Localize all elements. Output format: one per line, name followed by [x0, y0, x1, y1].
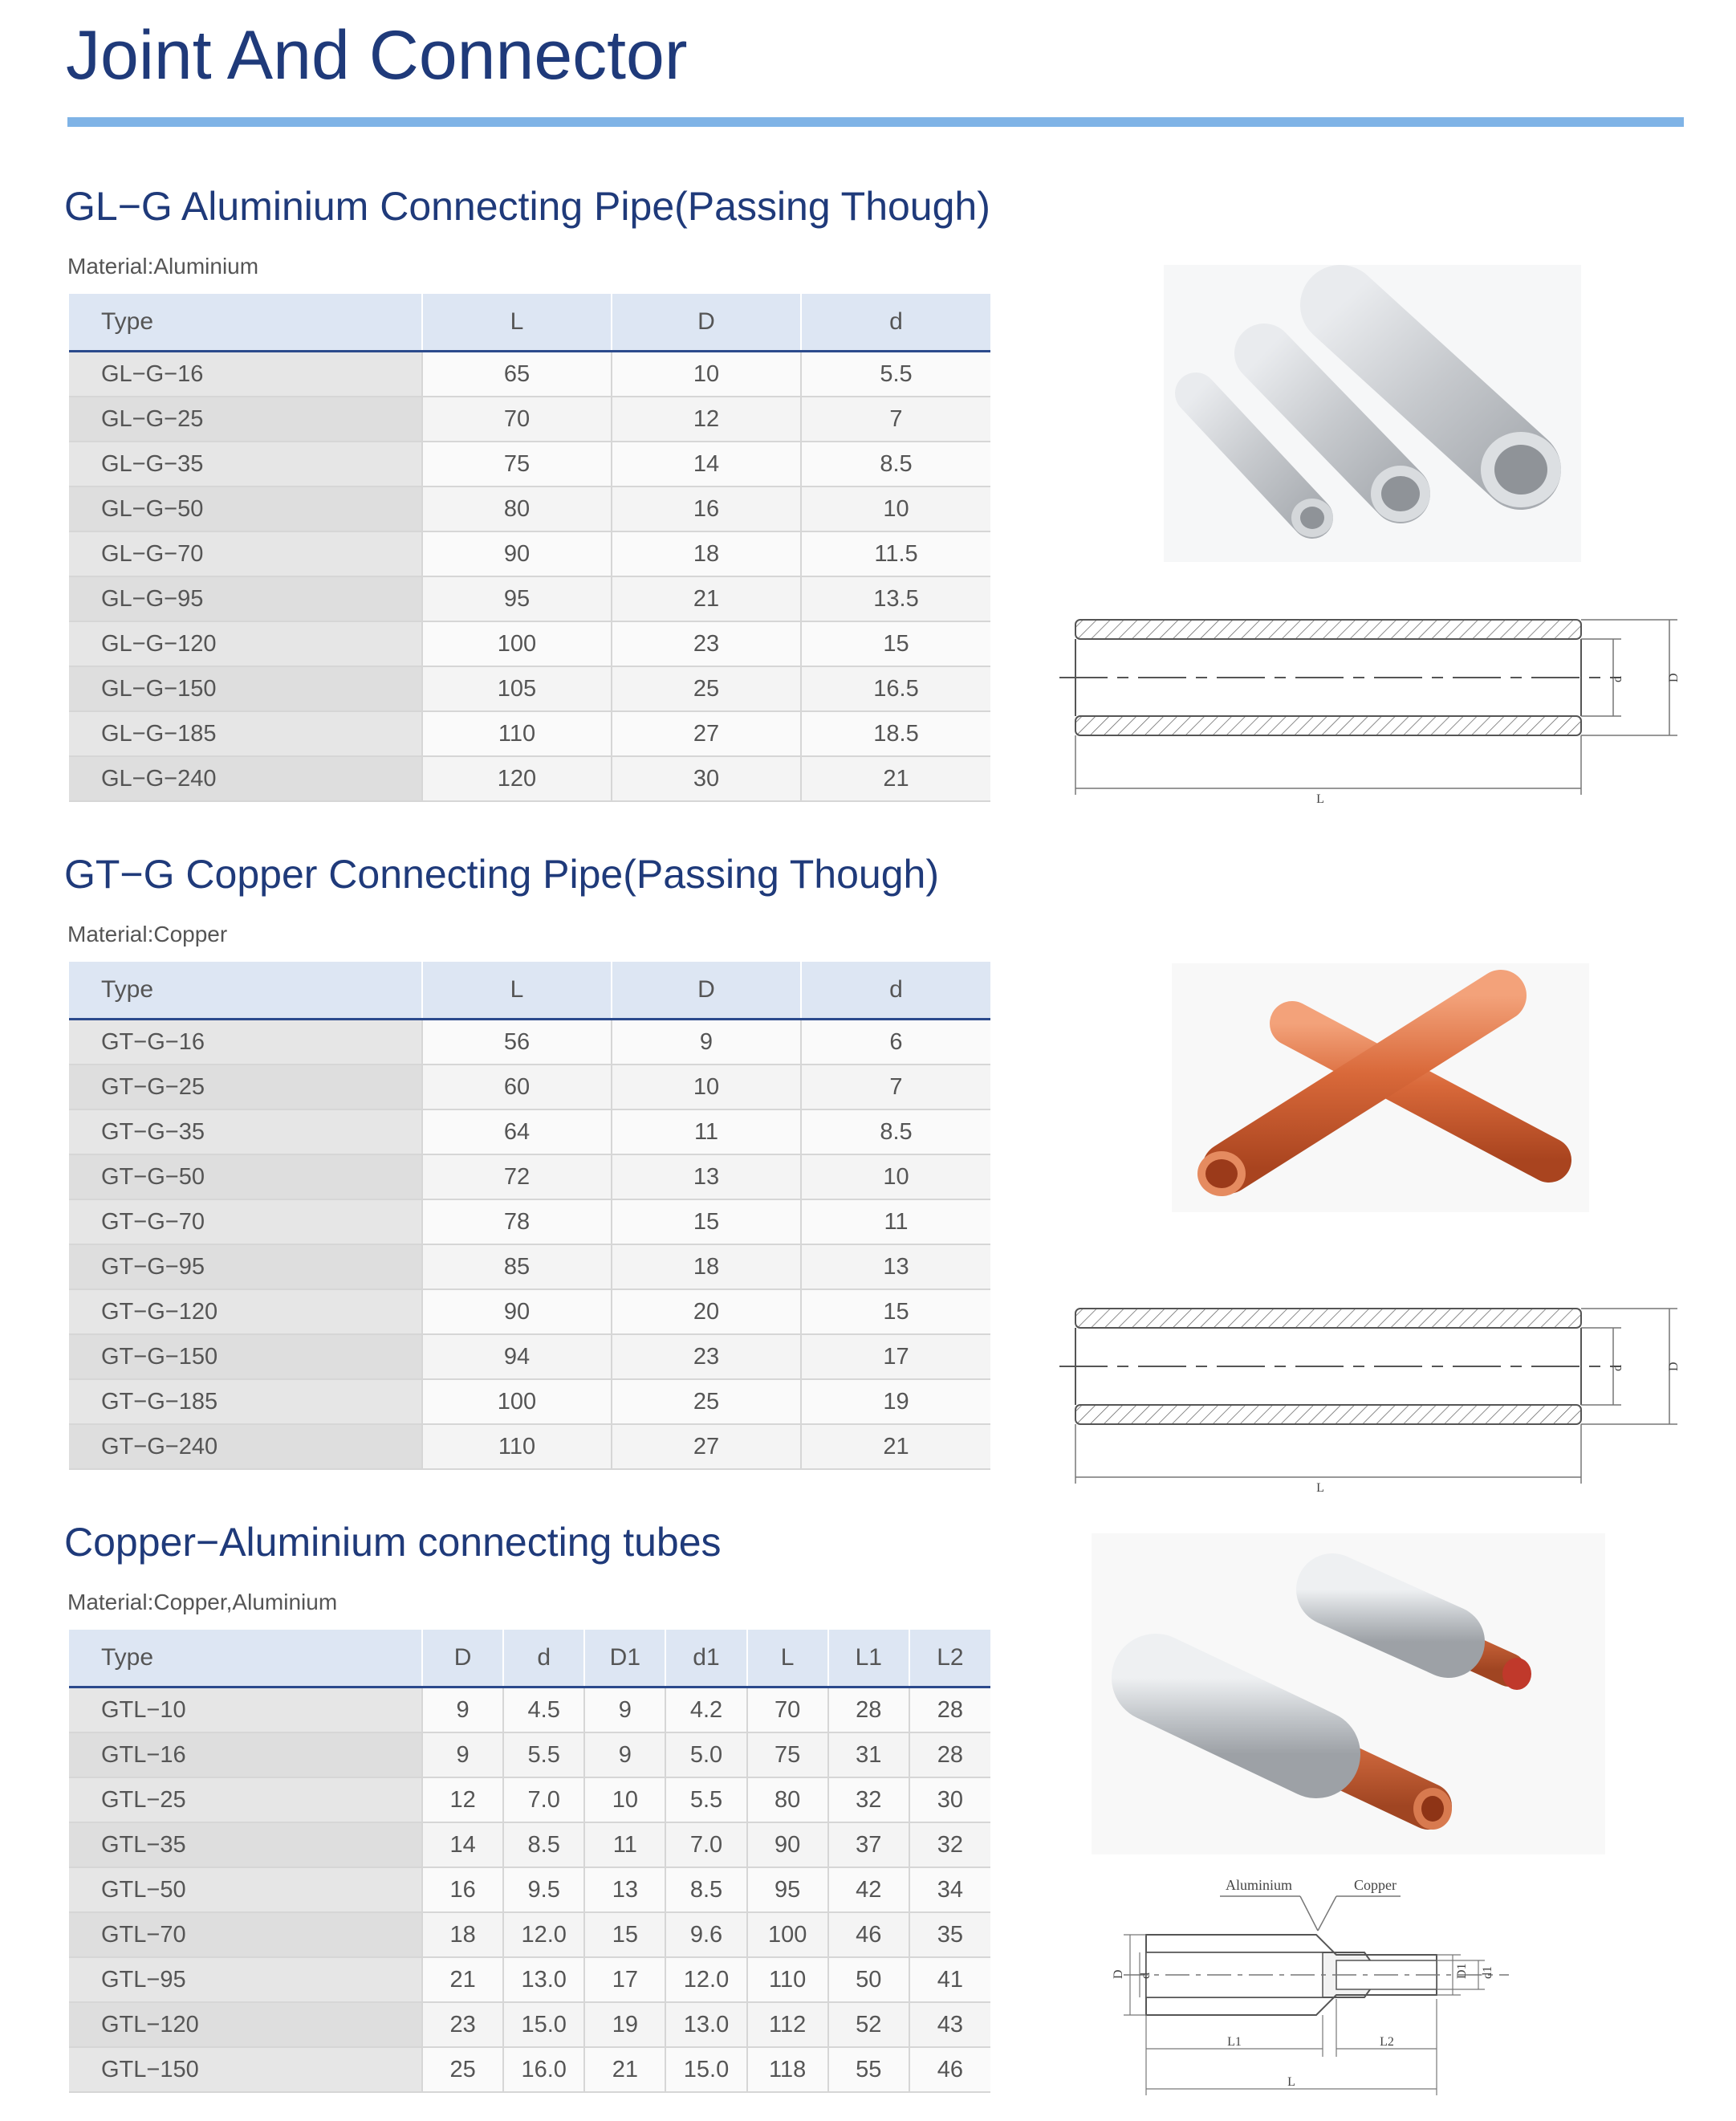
column-header: Type — [69, 962, 422, 1020]
value-cell: 11 — [584, 1822, 665, 1867]
value-cell: 5.5 — [665, 1777, 746, 1822]
type-cell: GT−G−50 — [69, 1154, 422, 1199]
type-cell: GTL−70 — [69, 1912, 422, 1957]
type-cell: GL−G−150 — [69, 666, 422, 711]
value-cell: 13.0 — [503, 1957, 584, 2002]
value-cell: 80 — [747, 1777, 828, 1822]
type-cell: GTL−150 — [69, 2047, 422, 2092]
value-cell: 25 — [612, 1379, 801, 1424]
column-header: L1 — [828, 1630, 909, 1687]
value-cell: 11 — [612, 1109, 801, 1154]
type-cell: GL−G−185 — [69, 711, 422, 756]
value-cell: 15 — [584, 1912, 665, 1957]
value-cell: 8.5 — [503, 1822, 584, 1867]
value-cell: 17 — [584, 1957, 665, 2002]
section-title-gtl: Copper−Aluminium connecting tubes — [64, 1520, 722, 1565]
value-cell: 37 — [828, 1822, 909, 1867]
type-cell: GL−G−70 — [69, 531, 422, 576]
value-cell: 28 — [909, 1732, 990, 1777]
value-cell: 25 — [612, 666, 801, 711]
table-row — [69, 1424, 990, 1469]
gl-g-dimension-diagram — [1059, 602, 1701, 811]
type-cell: GT−G−25 — [69, 1065, 422, 1109]
value-cell: 75 — [747, 1732, 828, 1777]
value-cell: 15.0 — [665, 2047, 746, 2092]
diagram-label-L: L — [1316, 1481, 1324, 1495]
value-cell: 95 — [747, 1867, 828, 1912]
type-cell: GTL−50 — [69, 1867, 422, 1912]
value-cell: 18 — [612, 531, 801, 576]
type-cell: GT−G−150 — [69, 1334, 422, 1379]
value-cell: 9 — [612, 1020, 801, 1065]
type-cell: GT−G−185 — [69, 1379, 422, 1424]
value-cell: 21 — [422, 1957, 503, 2002]
value-cell: 94 — [422, 1334, 612, 1379]
type-cell: GL−G−16 — [69, 352, 422, 397]
value-cell: 25 — [422, 2047, 503, 2092]
value-cell: 7.0 — [503, 1777, 584, 1822]
value-cell: 4.5 — [503, 1687, 584, 1733]
diagram-label-copper: Copper — [1354, 1877, 1397, 1893]
column-header: L2 — [909, 1630, 990, 1687]
table-row — [69, 1020, 990, 1065]
type-cell: GTL−25 — [69, 1777, 422, 1822]
value-cell: 9.5 — [503, 1867, 584, 1912]
value-cell: 52 — [828, 2002, 909, 2047]
diagram-label-D: D — [1667, 673, 1681, 682]
value-cell: 41 — [909, 1957, 990, 2002]
table-row — [69, 531, 990, 576]
value-cell: 100 — [422, 1379, 612, 1424]
value-cell: 13 — [801, 1244, 990, 1289]
table-row — [69, 576, 990, 621]
type-cell: GT−G−95 — [69, 1244, 422, 1289]
table-header-row — [69, 962, 990, 1020]
type-cell: GL−G−240 — [69, 756, 422, 801]
diagram-label-L: L — [1287, 2075, 1295, 2089]
spec-table-gt-g — [69, 962, 990, 1470]
diagram-label-D: D — [1112, 1969, 1125, 1979]
value-cell: 35 — [909, 1912, 990, 1957]
value-cell: 46 — [909, 2047, 990, 2092]
value-cell: 12 — [612, 397, 801, 442]
value-cell: 4.2 — [665, 1687, 746, 1733]
value-cell: 9 — [422, 1687, 503, 1733]
value-cell: 34 — [909, 1867, 990, 1912]
value-cell: 7 — [801, 397, 990, 442]
value-cell: 72 — [422, 1154, 612, 1199]
value-cell: 60 — [422, 1065, 612, 1109]
table-row — [69, 1687, 990, 1733]
value-cell: 16.5 — [801, 666, 990, 711]
material-label-gtl: Material:Copper,Aluminium — [67, 1590, 338, 1614]
table-row — [69, 1912, 990, 1957]
column-header: D — [612, 294, 801, 352]
value-cell: 5.5 — [801, 352, 990, 397]
value-cell: 10 — [612, 352, 801, 397]
table-row — [69, 1777, 990, 1822]
column-header: d — [801, 962, 990, 1020]
table-row — [69, 1732, 990, 1777]
value-cell: 23 — [422, 2002, 503, 2047]
value-cell: 11 — [801, 1199, 990, 1244]
gt-g-dimension-diagram — [1059, 1291, 1701, 1500]
value-cell: 15 — [801, 1289, 990, 1334]
diagram-label-D: D — [1667, 1362, 1681, 1371]
column-header: D — [422, 1630, 503, 1687]
table-row — [69, 1379, 990, 1424]
diagram-label-d: d — [1611, 1365, 1624, 1371]
table-row — [69, 756, 990, 801]
value-cell: 15 — [801, 621, 990, 666]
table-row — [69, 711, 990, 756]
diagram-label-d: d — [1611, 676, 1624, 682]
value-cell: 12.0 — [503, 1912, 584, 1957]
value-cell: 9 — [422, 1732, 503, 1777]
aluminium-pipes-photo — [1164, 265, 1581, 562]
value-cell: 9 — [584, 1687, 665, 1733]
value-cell: 5.0 — [665, 1732, 746, 1777]
value-cell: 70 — [747, 1687, 828, 1733]
table-row — [69, 1154, 990, 1199]
value-cell: 56 — [422, 1020, 612, 1065]
value-cell: 90 — [747, 1822, 828, 1867]
value-cell: 70 — [422, 397, 612, 442]
column-header: D1 — [584, 1630, 665, 1687]
value-cell: 27 — [612, 1424, 801, 1469]
value-cell: 65 — [422, 352, 612, 397]
type-cell: GTL−16 — [69, 1732, 422, 1777]
section-title-gt-g: GT−G Copper Connecting Pipe(Passing Though) — [64, 852, 939, 897]
value-cell: 21 — [612, 576, 801, 621]
type-cell: GT−G−240 — [69, 1424, 422, 1469]
value-cell: 18.5 — [801, 711, 990, 756]
diagram-label-aluminium: Aluminium — [1225, 1877, 1292, 1893]
value-cell: 13.0 — [665, 2002, 746, 2047]
table-row — [69, 1334, 990, 1379]
value-cell: 16 — [422, 1867, 503, 1912]
diagram-label-L2: L2 — [1380, 2035, 1394, 2049]
value-cell: 11.5 — [801, 531, 990, 576]
table-row — [69, 1867, 990, 1912]
value-cell: 95 — [422, 576, 612, 621]
value-cell: 17 — [801, 1334, 990, 1379]
value-cell: 20 — [612, 1289, 801, 1334]
value-cell: 14 — [422, 1822, 503, 1867]
table-row — [69, 1065, 990, 1109]
value-cell: 15.0 — [503, 2002, 584, 2047]
value-cell: 18 — [612, 1244, 801, 1289]
value-cell: 112 — [747, 2002, 828, 2047]
value-cell: 7.0 — [665, 1822, 746, 1867]
value-cell: 18 — [422, 1912, 503, 1957]
value-cell: 8.5 — [665, 1867, 746, 1912]
value-cell: 32 — [828, 1777, 909, 1822]
value-cell: 85 — [422, 1244, 612, 1289]
table-row — [69, 1822, 990, 1867]
value-cell: 21 — [801, 756, 990, 801]
value-cell: 13.5 — [801, 576, 990, 621]
title-rule — [67, 117, 1684, 127]
value-cell: 12 — [422, 1777, 503, 1822]
value-cell: 10 — [584, 1777, 665, 1822]
value-cell: 64 — [422, 1109, 612, 1154]
value-cell: 42 — [828, 1867, 909, 1912]
value-cell: 90 — [422, 1289, 612, 1334]
value-cell: 9.6 — [665, 1912, 746, 1957]
value-cell: 28 — [828, 1687, 909, 1733]
value-cell: 30 — [612, 756, 801, 801]
value-cell: 8.5 — [801, 442, 990, 486]
column-header: L — [422, 294, 612, 352]
table-row — [69, 442, 990, 486]
column-header: D — [612, 962, 801, 1020]
type-cell: GTL−10 — [69, 1687, 422, 1733]
table-header-row — [69, 1630, 990, 1687]
table-row — [69, 1289, 990, 1334]
column-header: d — [503, 1630, 584, 1687]
column-header: d — [801, 294, 990, 352]
value-cell: 19 — [584, 2002, 665, 2047]
type-cell: GTL−120 — [69, 2002, 422, 2047]
value-cell: 46 — [828, 1912, 909, 1957]
value-cell: 118 — [747, 2047, 828, 2092]
value-cell: 27 — [612, 711, 801, 756]
value-cell: 23 — [612, 621, 801, 666]
value-cell: 80 — [422, 486, 612, 531]
column-header: Type — [69, 294, 422, 352]
table-row — [69, 1109, 990, 1154]
value-cell: 105 — [422, 666, 612, 711]
value-cell: 28 — [909, 1687, 990, 1733]
material-label-gl-g: Material:Aluminium — [67, 254, 259, 279]
table-row — [69, 1957, 990, 2002]
value-cell: 55 — [828, 2047, 909, 2092]
value-cell: 5.5 — [503, 1732, 584, 1777]
value-cell: 50 — [828, 1957, 909, 2002]
value-cell: 32 — [909, 1822, 990, 1867]
spec-table-gl-g — [69, 294, 990, 802]
table-row — [69, 397, 990, 442]
diagram-label-d1: d1 — [1481, 1966, 1494, 1979]
value-cell: 90 — [422, 531, 612, 576]
section-title-gl-g: GL−G Aluminium Connecting Pipe(Passing Though) — [64, 184, 990, 229]
value-cell: 6 — [801, 1020, 990, 1065]
type-cell: GL−G−50 — [69, 486, 422, 531]
type-cell: GTL−95 — [69, 1957, 422, 2002]
bimetal-tubes-photo — [1092, 1533, 1605, 1854]
column-header: L — [747, 1630, 828, 1687]
diagram-label-d: d — [1139, 1972, 1153, 1979]
material-label-gt-g: Material:Copper — [67, 922, 228, 947]
diagram-label-D1: D1 — [1455, 1963, 1469, 1979]
type-cell: GT−G−120 — [69, 1289, 422, 1334]
value-cell: 110 — [747, 1957, 828, 2002]
value-cell: 15 — [612, 1199, 801, 1244]
value-cell: 12.0 — [665, 1957, 746, 2002]
value-cell: 16 — [612, 486, 801, 531]
value-cell: 120 — [422, 756, 612, 801]
table-row — [69, 2047, 990, 2092]
table-row — [69, 666, 990, 711]
value-cell: 13 — [612, 1154, 801, 1199]
type-cell: GL−G−35 — [69, 442, 422, 486]
table-row — [69, 486, 990, 531]
diagram-label-L: L — [1316, 792, 1324, 806]
gtl-dimension-diagram — [1059, 1871, 1653, 2103]
spec-table-gtl — [69, 1630, 990, 2093]
type-cell: GTL−35 — [69, 1822, 422, 1867]
column-header: Type — [69, 1630, 422, 1687]
type-cell: GL−G−25 — [69, 397, 422, 442]
type-cell: GT−G−16 — [69, 1020, 422, 1065]
value-cell: 75 — [422, 442, 612, 486]
value-cell: 110 — [422, 711, 612, 756]
copper-pipes-photo — [1172, 963, 1589, 1212]
value-cell: 110 — [422, 1424, 612, 1469]
column-header: d1 — [665, 1630, 746, 1687]
value-cell: 14 — [612, 442, 801, 486]
value-cell: 30 — [909, 1777, 990, 1822]
type-cell: GL−G−120 — [69, 621, 422, 666]
value-cell: 21 — [801, 1424, 990, 1469]
table-row — [69, 2002, 990, 2047]
column-header: L — [422, 962, 612, 1020]
value-cell: 23 — [612, 1334, 801, 1379]
value-cell: 21 — [584, 2047, 665, 2092]
value-cell: 10 — [612, 1065, 801, 1109]
value-cell: 19 — [801, 1379, 990, 1424]
value-cell: 16.0 — [503, 2047, 584, 2092]
value-cell: 100 — [422, 621, 612, 666]
value-cell: 31 — [828, 1732, 909, 1777]
value-cell: 9 — [584, 1732, 665, 1777]
value-cell: 100 — [747, 1912, 828, 1957]
value-cell: 43 — [909, 2002, 990, 2047]
value-cell: 7 — [801, 1065, 990, 1109]
type-cell: GL−G−95 — [69, 576, 422, 621]
value-cell: 10 — [801, 486, 990, 531]
value-cell: 10 — [801, 1154, 990, 1199]
table-row — [69, 621, 990, 666]
table-header-row — [69, 294, 990, 352]
value-cell: 8.5 — [801, 1109, 990, 1154]
table-row — [69, 1244, 990, 1289]
page-title: Joint And Connector — [66, 17, 688, 94]
value-cell: 78 — [422, 1199, 612, 1244]
type-cell: GT−G−70 — [69, 1199, 422, 1244]
table-row — [69, 1199, 990, 1244]
value-cell: 13 — [584, 1867, 665, 1912]
diagram-label-L1: L1 — [1227, 2035, 1242, 2049]
type-cell: GT−G−35 — [69, 1109, 422, 1154]
table-row — [69, 352, 990, 397]
